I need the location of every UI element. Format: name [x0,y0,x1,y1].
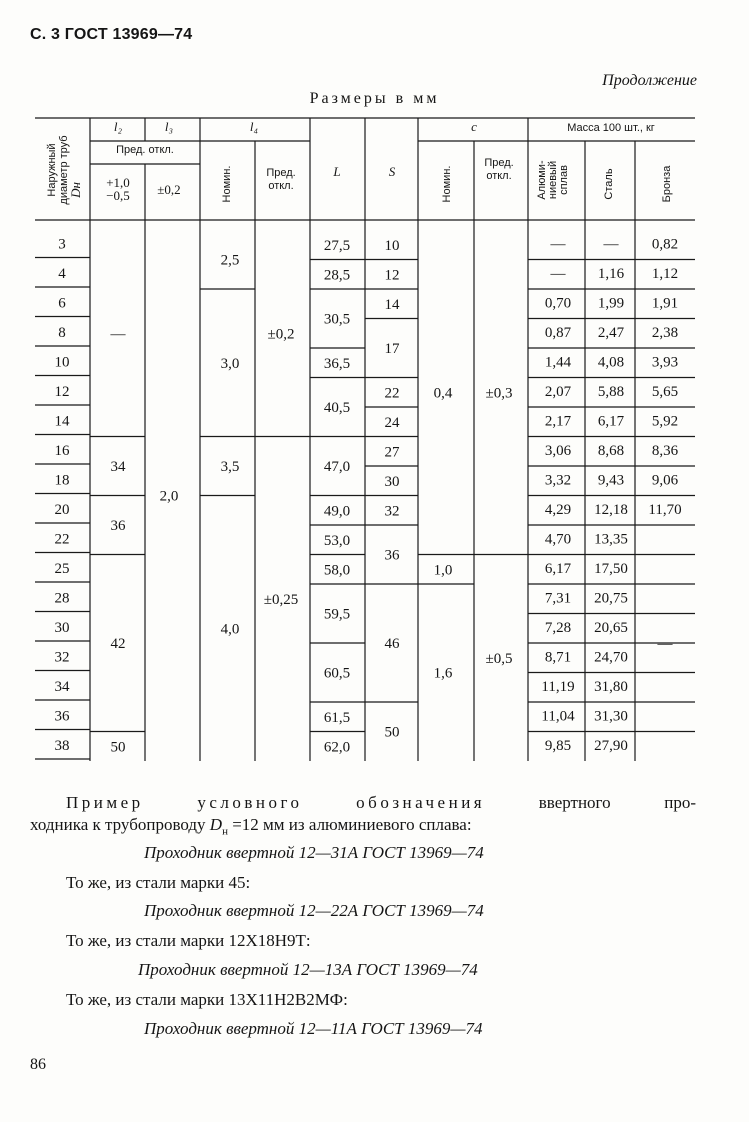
cell-diameter-4: 10 [54,354,70,371]
cell-S-7: 30 [384,473,400,490]
cell-bronze-1: 1,12 [651,265,679,282]
header-aluminium-2: ниевый [547,160,559,200]
cell-aluminium-16: 11,04 [541,708,575,725]
cell-aluminium-11: 6,17 [544,560,572,577]
cell-diameter-1: 4 [58,265,66,282]
cell-aluminium-6: 2,17 [544,413,572,430]
cell-aluminium-2: 0,70 [544,295,572,312]
cell-L-12: 62,0 [323,739,351,756]
cell-steel-15: 31,80 [594,678,628,695]
designation-paragraph [66,792,696,814]
cell-S-8: 32 [384,503,400,520]
paragraph-line-2-suffix: =12 мм из алюминиевого сплава: [227,815,472,834]
word-pro: про- [664,793,697,812]
header-L: L [333,164,341,179]
cell-aluminium-17: 9,85 [544,737,572,754]
cell-steel-8: 9,43 [597,472,625,489]
header-l2: l₂ [113,119,123,134]
header-l4: l₄ [249,119,259,134]
cell-c-nom-0: 0,4 [433,385,453,402]
header-l2-tol-bottom: −0,5 [106,188,130,203]
header-steel: Сталь [603,168,615,200]
cell-aluminium-7: 3,06 [544,442,572,459]
table-header [46,119,673,205]
cell-steel-10: 13,35 [594,531,628,548]
cell-diameter-14: 32 [54,649,70,666]
word-vvertnogo: ввертного [538,793,611,812]
cell-aluminium-1: — [550,265,566,282]
cell-l4-tol-0: ±0,2 [267,326,295,343]
cell-steel-0: — [603,236,619,253]
cell-L-10: 60,5 [323,665,351,682]
example-designation-1: Проходник ввертной 12—31А ГОСТ 13969—74 [144,843,484,862]
header-aluminium-3: сплав [558,165,570,195]
cell-diameter-5: 12 [54,383,70,400]
header-diameter-line2: диаметр труб [58,135,70,205]
header-bronze: Бронза [661,165,673,203]
header-c-pred-1: Пред. [484,157,514,169]
page-header: С. 3 ГОСТ 13969—74 [30,26,193,43]
page-number: 86 [30,1056,46,1073]
cell-l3-0: 2,0 [159,488,179,505]
cell-bronze-6: 5,92 [651,413,679,430]
cell-steel-13: 20,65 [594,619,628,636]
cell-diameter-9: 20 [54,501,70,518]
cell-L-7: 53,0 [323,532,351,549]
cell-diameter-6: 14 [54,413,70,430]
cell-aluminium-0: — [550,236,566,253]
cell-diameter-17: 38 [54,737,70,754]
cell-L-11: 61,5 [323,709,351,726]
same-note-2: То же, из стали марки 12Х18Н9Т: [66,931,311,950]
cell-bronze-2: 1,91 [651,295,679,312]
cell-l2-3: 42 [110,636,126,652]
cell-bronze-merged-0: — [657,636,673,652]
cell-diameter-11: 25 [54,560,70,577]
cell-aluminium-15: 11,19 [541,678,575,695]
cell-diameter-12: 28 [54,590,70,607]
cell-S-9: 36 [384,547,400,564]
cell-diameter-3: 8 [58,324,66,341]
cell-steel-11: 17,50 [594,560,628,577]
paragraph-line-2-prefix: ходника к трубопроводу [30,815,210,834]
cell-aluminium-8: 3,32 [544,472,572,489]
cell-diameter-2: 6 [58,295,66,312]
cell-aluminium-3: 0,87 [544,324,572,341]
cell-steel-7: 8,68 [597,442,625,459]
header-c-pred-2: откл. [486,170,512,182]
cell-l2-4: 50 [110,739,126,756]
cell-steel-1: 1,16 [597,265,625,282]
header-c-nomin: Номин. [441,165,453,203]
example-designation-3: Проходник ввертной 12—13А ГОСТ 13969—74 [138,960,478,979]
cell-steel-6: 6,17 [597,413,625,430]
cell-aluminium-5: 2,07 [544,383,572,400]
cell-c-tol-1: ±0,5 [485,650,513,667]
cell-bronze-3: 2,38 [651,324,679,341]
cell-L-0: 27,5 [323,237,351,254]
cell-aluminium-13: 7,28 [544,619,572,636]
cell-bronze-0: 0,82 [651,236,679,253]
header-l2-tol-top: +1,0 [106,175,130,190]
cell-L-3: 36,5 [323,355,351,372]
cell-S-6: 27 [384,444,400,461]
cell-L-2: 30,5 [323,311,351,328]
cell-L-4: 40,5 [323,400,351,416]
cell-L-9: 59,5 [323,606,351,623]
cell-aluminium-12: 7,31 [544,590,572,607]
cell-bronze-9: 11,70 [648,501,682,518]
paragraph-line-1 [66,792,696,814]
header-l3: l₃ [164,119,174,134]
header-diameter-line1: Наружный [46,143,58,197]
cell-S-0: 10 [384,237,400,254]
cell-bronze-5: 5,65 [651,383,679,400]
cell-L-5: 47,0 [323,459,351,475]
cell-l4-nom-0: 2,5 [220,252,240,269]
header-l3-tol: ±0,2 [157,182,181,197]
diameter-subscript: н [222,825,228,838]
cell-L-8: 58,0 [323,562,351,579]
cell-S-5: 24 [384,414,400,431]
cell-aluminium-9: 4,29 [544,501,572,518]
paragraph-line-2 [30,814,472,842]
cell-diameter-13: 30 [54,619,70,636]
header-mass: Масса 100 шт., кг [567,122,655,134]
cell-steel-3: 2,47 [597,324,625,341]
header-aluminium-1: Алюми- [536,160,548,200]
example-designation-4: Проходник ввертной 12—11А ГОСТ 13969—74 [144,1019,483,1038]
cell-L-6: 49,0 [323,503,351,520]
cell-bronze-4: 3,93 [651,354,679,371]
cell-S-4: 22 [384,385,400,402]
header-pred-otkl: Пред. откл. [116,144,174,156]
cell-steel-14: 24,70 [594,649,628,666]
cell-steel-12: 20,75 [594,590,628,607]
cell-S-2: 14 [384,296,400,313]
header-l4-nomin: Номин. [221,165,233,203]
cell-steel-2: 1,99 [597,295,625,312]
cell-diameter-8: 18 [54,472,70,489]
cell-l4-nom-2: 3,5 [220,459,240,475]
cell-l4-tol-1: ±0,25 [263,591,299,608]
cell-steel-5: 5,88 [597,383,625,400]
header-c: c [471,119,477,134]
example-designation-2: Проходник ввертной 12—22А ГОСТ 13969—74 [144,901,484,920]
continuation-label: Продолжение [602,72,697,89]
cell-L-1: 28,5 [323,267,351,284]
cell-diameter-15: 34 [54,678,70,695]
units-caption: Размеры в мм [309,90,440,107]
cell-l2-2: 36 [110,518,126,534]
word-primer: Пример [66,793,144,812]
cell-aluminium-14: 8,71 [544,649,572,666]
cell-diameter-10: 22 [54,531,70,548]
cell-diameter-7: 16 [54,442,70,459]
cell-c-nom-1: 1,0 [433,562,453,579]
cell-c-tol-0: ±0,3 [485,385,513,402]
word-oboznacheniya: обозначения [356,793,486,812]
cell-S-10: 46 [384,636,400,652]
cell-l4-nom-1: 3,0 [220,355,240,372]
cell-bronze-8: 9,06 [651,472,679,489]
cell-steel-17: 27,90 [594,737,628,754]
cell-l4-nom-3: 4,0 [220,621,240,638]
cell-S-11: 50 [384,724,400,741]
cell-steel-4: 4,08 [597,354,625,371]
cell-steel-9: 12,18 [594,501,628,518]
diameter-symbol: D [209,815,223,834]
cell-l2-0: — [110,326,126,343]
cell-bronze-7: 8,36 [651,442,679,459]
header-diameter-symbol: Dн [68,182,83,198]
same-note-3: То же, из стали марки 13Х11Н2В2МФ: [66,990,348,1009]
header-S: S [388,164,396,179]
cell-diameter-0: 3 [58,236,66,253]
cell-S-3: 17 [384,341,400,357]
header-l4-pred-2: откл. [268,180,294,192]
cell-aluminium-10: 4,70 [544,531,572,548]
cell-steel-16: 31,30 [594,708,628,725]
cell-diameter-16: 36 [54,708,70,725]
same-note-1: То же, из стали марки 45: [66,873,251,892]
header-l4-pred-1: Пред. [266,167,296,179]
cell-S-1: 12 [384,267,400,284]
cell-c-nom-2: 1,6 [433,665,453,682]
cell-l2-1: 34 [110,459,126,475]
cell-aluminium-4: 1,44 [544,354,572,371]
word-uslovnogo: условного [197,793,303,812]
